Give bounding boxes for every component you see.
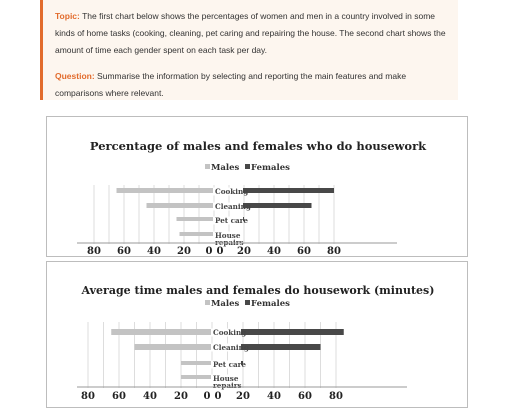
chart2-category-label-house-repairs: repairs <box>213 381 242 390</box>
question-label: Question: <box>55 71 95 81</box>
chart1-tick-right: 80 <box>327 246 341 257</box>
chart1-legend <box>205 163 290 173</box>
chart1-legend-swatch-females <box>245 164 250 169</box>
chart-percentage <box>46 116 468 257</box>
chart1-category-label-cooking: Cooking <box>215 187 249 196</box>
chart2-legend-label-females: Females <box>251 299 290 309</box>
chart2-category-label-cooking: Cooking <box>213 328 247 337</box>
chart1-tick-right: 20 <box>237 246 251 257</box>
topic-label: Topic: <box>55 11 80 21</box>
topic-text: The first chart below shows the percentages of women and men in a country involved in some kinds of home tasks (cooking, cleaning, pet caring and repairing the house. The second chart shows the amount of time each gender spent on each task per day. <box>55 11 446 55</box>
chart1-category-label-house-repairs: House <box>215 231 241 240</box>
chart2-legend-label-males: Males <box>211 299 240 309</box>
question-text: Summarise the information by selecting and reporting the main features and make comparisons where relevant. <box>55 71 407 98</box>
chart1-tick-left: 80 <box>87 246 101 257</box>
chart1-tick-left: 60 <box>117 246 131 257</box>
chart1-category-label-cleaning: Cleaning <box>215 202 251 211</box>
chart1-category-label-pet-care: Pet care <box>215 216 248 225</box>
chart2-tick-right: 40 <box>267 391 281 402</box>
chart2-category-label-house-repairs: House <box>213 374 239 383</box>
topic-paragraph <box>55 8 448 59</box>
chart1-category-label-house-repairs: repairs <box>215 238 244 247</box>
chart1-legend-label-females: Females <box>251 163 290 173</box>
chart1-tick-left: 0 <box>205 246 213 257</box>
chart2-category-label-pet-care: Pet care <box>213 360 246 369</box>
chart1-tick-right: 0 <box>216 246 224 257</box>
chart1-bar-male-cleaning <box>147 203 215 208</box>
chart2-tick-left: 60 <box>112 391 126 402</box>
chart1-tick-right: 40 <box>267 246 281 257</box>
chart1-bar-male-cooking <box>117 188 215 193</box>
chart2-bar-male-cleaning <box>135 344 213 350</box>
chart1-tick-left: 20 <box>177 246 191 257</box>
task-description <box>40 0 458 100</box>
chart-percentage-svg <box>47 117 468 257</box>
chart1-legend-label-males: Males <box>211 163 240 173</box>
chart1-tick-right: 60 <box>297 246 311 257</box>
chart2-tick-right: 0 <box>214 391 222 402</box>
chart-average-time <box>46 261 468 408</box>
chart2-legend-swatch-males <box>205 300 210 305</box>
chart2-legend <box>205 299 290 309</box>
chart2-tick-right: 60 <box>298 391 312 402</box>
chart1-bar-male-house-repairs <box>180 232 215 236</box>
chart1-legend-swatch-males <box>205 164 210 169</box>
chart2-title: Average time males and females do housework (minutes) <box>81 284 435 297</box>
chart1-tick-left: 40 <box>147 246 161 257</box>
question-paragraph <box>55 68 448 102</box>
chart-average-time-svg <box>47 262 468 408</box>
chart2-tick-left: 80 <box>81 391 95 402</box>
chart2-category-label-cleaning: Cleaning <box>213 343 249 352</box>
chart2-tick-left: 20 <box>174 391 188 402</box>
chart2-tick-left: 0 <box>203 391 211 402</box>
chart2-tick-right: 20 <box>236 391 250 402</box>
chart2-bar-male-house-repairs <box>181 375 212 379</box>
chart2-legend-swatch-females <box>245 300 250 305</box>
chart1-bar-male-pet-care <box>177 217 215 221</box>
chart2-bar-male-cooking <box>111 329 212 335</box>
chart2-tick-left: 40 <box>143 391 157 402</box>
chart2-bar-male-pet-care <box>181 361 212 365</box>
chart2-tick-right: 80 <box>329 391 343 402</box>
chart1-title: Percentage of males and females who do housework <box>89 139 427 153</box>
